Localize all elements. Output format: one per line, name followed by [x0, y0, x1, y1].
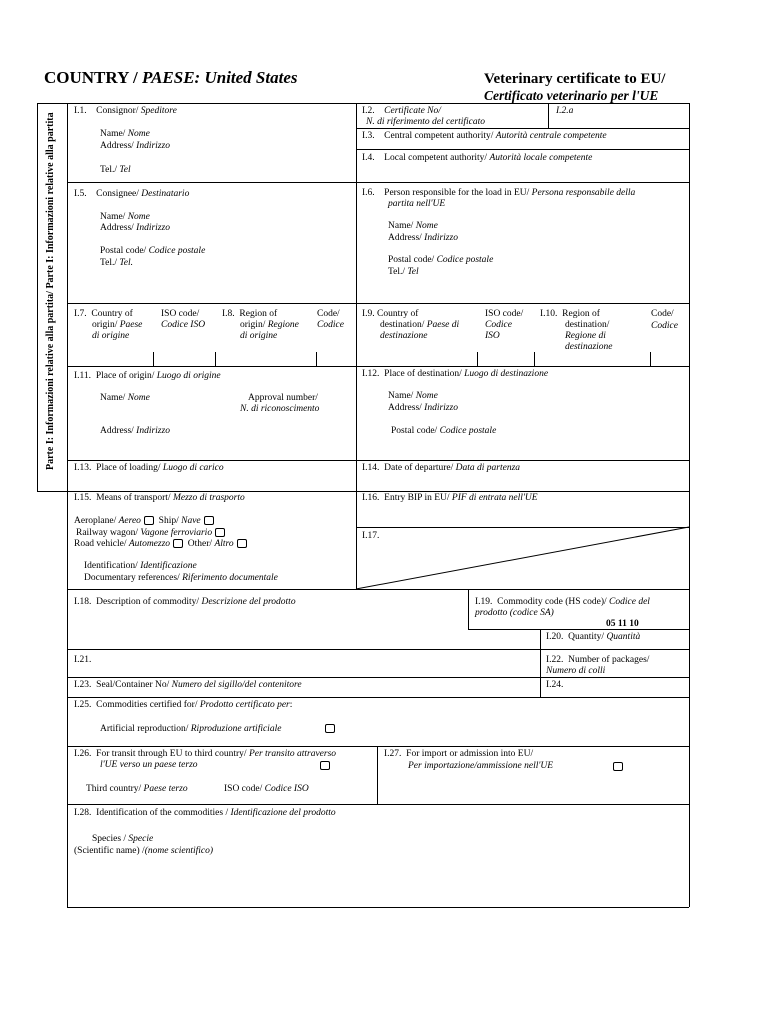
i6-address: Address/ Indirizzo [388, 233, 458, 243]
i10-label-4: destinazione [565, 342, 613, 352]
part-one-side-label: Parte I: Informazioni relative alla partita/ Parte I: Informazioni relative alla partita [45, 112, 56, 470]
i6-name: Name/ Nome [388, 221, 438, 231]
i14-label: I.14. Date of departure/ Data di partenza [362, 463, 521, 473]
row-divider-11 [67, 804, 689, 805]
i28-species: Species / Specie [92, 834, 154, 844]
i27-label-it: Per importazione/ammissione nell'UE [408, 761, 554, 771]
i9-iso-3: ISO [485, 331, 500, 341]
i9-label-2: destination/ Paese di [380, 320, 460, 330]
hs-code-value: 05 11 10 [606, 619, 639, 629]
import-checkbox[interactable] [613, 762, 623, 771]
i11-name: Name/ Nome [100, 393, 150, 403]
i1-tel: Tel./ Tel [100, 165, 131, 175]
i25-label: I.25. Commodities certified for/ Prodotto certificato per: [74, 700, 293, 710]
i8-code-2: Codice [317, 320, 344, 330]
i12-address: Address/ Indirizzo [388, 403, 458, 413]
certificate-title: Veterinary certificate to EU/ [484, 71, 666, 87]
i28-scientific: (Scientific name) /(nome scientifico) [74, 846, 214, 856]
i15-identification: Identification/ Identificazione [84, 561, 197, 571]
i1-address: Address/ Indirizzo [100, 141, 170, 151]
i28-label: I.28. Identification of the commodities / Identificazione del prodotto [74, 808, 336, 818]
i5-address: Address/ Indirizzo [100, 223, 170, 233]
row-divider-10 [67, 746, 689, 747]
country-heading: COUNTRY / PAESE: United States [44, 68, 298, 87]
i4-label: I.4. Local competent authority/ Autorità locale competente [362, 153, 593, 163]
certificate-title-it: Certificato veterinario per l'UE [484, 88, 659, 103]
i7-label-3: di origine [92, 331, 130, 341]
i3-label: I.3. Central competent authority/ Autorità centrale competente [362, 131, 607, 141]
i9-label-1: I.9. Country of [362, 309, 419, 319]
i15-road-other: Road vehicle/ Automezzo Other/ Altro [74, 539, 247, 550]
i11-address: Address/ Indirizzo [100, 426, 170, 436]
i11-label: I.11. Place of origin/ Luogo di origine [74, 371, 221, 381]
i1-name: Name/ Nome [100, 129, 150, 139]
i6-label: I.6. Person responsible for the load in EU/ Persona responsabile della [362, 188, 636, 198]
i5-label: I.5. Consignee/ Destinatario [74, 189, 190, 199]
i11-approval-it: N. di riconoscimento [240, 404, 320, 414]
i17-label: I.17. [362, 531, 380, 541]
i2-label: I.2. Certificate No/ [362, 106, 441, 116]
i12-name: Name/ Nome [388, 391, 438, 401]
i8-code-1: Code/ [317, 309, 340, 319]
i10-code-1: Code/ [651, 309, 674, 319]
i22-label-it: Numero di colli [546, 666, 606, 676]
i18-label: I.18. Description of commodity/ Descrizione del prodotto [74, 597, 296, 607]
i19-label: I.19. Commodity code (HS code)/ Codice del [475, 597, 650, 607]
i11-approval: Approval number/ [248, 393, 318, 403]
i19-bottom-border [468, 629, 689, 630]
i5-postal: Postal code/ Codice postale [100, 246, 206, 256]
i12-postal: Postal code/ Codice postale [391, 426, 497, 436]
i5-tel: Tel./ Tel. [100, 258, 134, 268]
i19-left-border [468, 589, 469, 629]
i26-label-it: l'UE verso un paese terzo [100, 760, 198, 770]
i6-tel: Tel./ Tel [388, 267, 419, 277]
row-divider-7 [67, 649, 689, 650]
i15-railway: Railway wagon/ Vagone ferroviario [76, 528, 225, 539]
i8-label-1: I.8. Region of [222, 309, 278, 319]
i8-label-2: origin/ Regione [240, 320, 299, 330]
i25-option: Artificial reproduction/ Riproduzione artificiale [100, 724, 282, 734]
i10-code-2: Codice [651, 321, 678, 331]
i19-label-it: prodotto (codice SA) [475, 608, 554, 618]
row-divider-6 [67, 589, 689, 590]
i23-label: I.23. Seal/Container No/ Numero del sigillo/del contenitore [74, 680, 302, 690]
i6-label-it: partita nell'UE [388, 199, 446, 209]
i22-label: I.22. Number of packages/ [546, 655, 650, 665]
i16-label: I.16. Entry BIP in EU/ PIF di entrata nell'UE [362, 493, 538, 503]
i24-label: I.24. [546, 680, 564, 690]
i9-iso-2: Codice [485, 320, 512, 330]
i1-label: I.1. Consignor/ Speditore [74, 106, 177, 116]
i26-label: I.26. For transit through EU to third country/ Per transito attraverso [74, 749, 337, 759]
i7-label-2: origin/ Paese [92, 320, 143, 330]
i2-label-it: N. di riferimento del certificato [366, 117, 485, 127]
i7-label-1: I.7. Country of [74, 309, 133, 319]
i10-label-2: destination/ [565, 320, 610, 330]
i2a-label: I.2.a [556, 106, 574, 116]
artificial-reproduction-checkbox[interactable] [325, 724, 335, 733]
i27-label: I.27. For import or admission into EU/ [384, 749, 534, 759]
i15-label: I.15. Means of transport/ Mezzo di trasporto [74, 493, 245, 503]
i15-docref: Documentary references/ Riferimento documentale [84, 573, 278, 583]
i10-label-3: Regione di [565, 331, 606, 341]
i5-name: Name/ Nome [100, 212, 150, 222]
i21-label: I.21. [74, 655, 92, 665]
i9-label-3: destinazione [380, 331, 428, 341]
i12-label: I.12. Place of destination/ Luogo di destinazione [362, 369, 549, 379]
i15-air-ship: Aeroplane/ Aereo Ship/ Nave [74, 516, 214, 527]
i8-label-3: di origine [240, 331, 278, 341]
i9-iso-1: ISO code/ [485, 309, 524, 319]
i13-label: I.13. Place of loading/ Luogo di carico [74, 463, 224, 473]
i20-left-border [540, 629, 541, 649]
i22-left-border [540, 649, 541, 697]
row-divider-8 [67, 677, 689, 678]
row-divider-9 [67, 697, 689, 698]
i26-iso: ISO code/ Codice ISO [224, 784, 309, 794]
i20-label: I.20. Quantity/ Quantità [546, 632, 641, 642]
i7-iso-1: ISO code/ [161, 309, 200, 319]
i26-i27-divider [377, 746, 378, 804]
transit-checkbox[interactable] [320, 761, 330, 770]
i26-third-country: Third country/ Paese terzo [86, 784, 188, 794]
i6-postal: Postal code/ Codice postale [388, 255, 494, 265]
i7-iso-2: Codice ISO [161, 320, 206, 330]
i10-label-1: I.10. Region of [540, 309, 600, 319]
